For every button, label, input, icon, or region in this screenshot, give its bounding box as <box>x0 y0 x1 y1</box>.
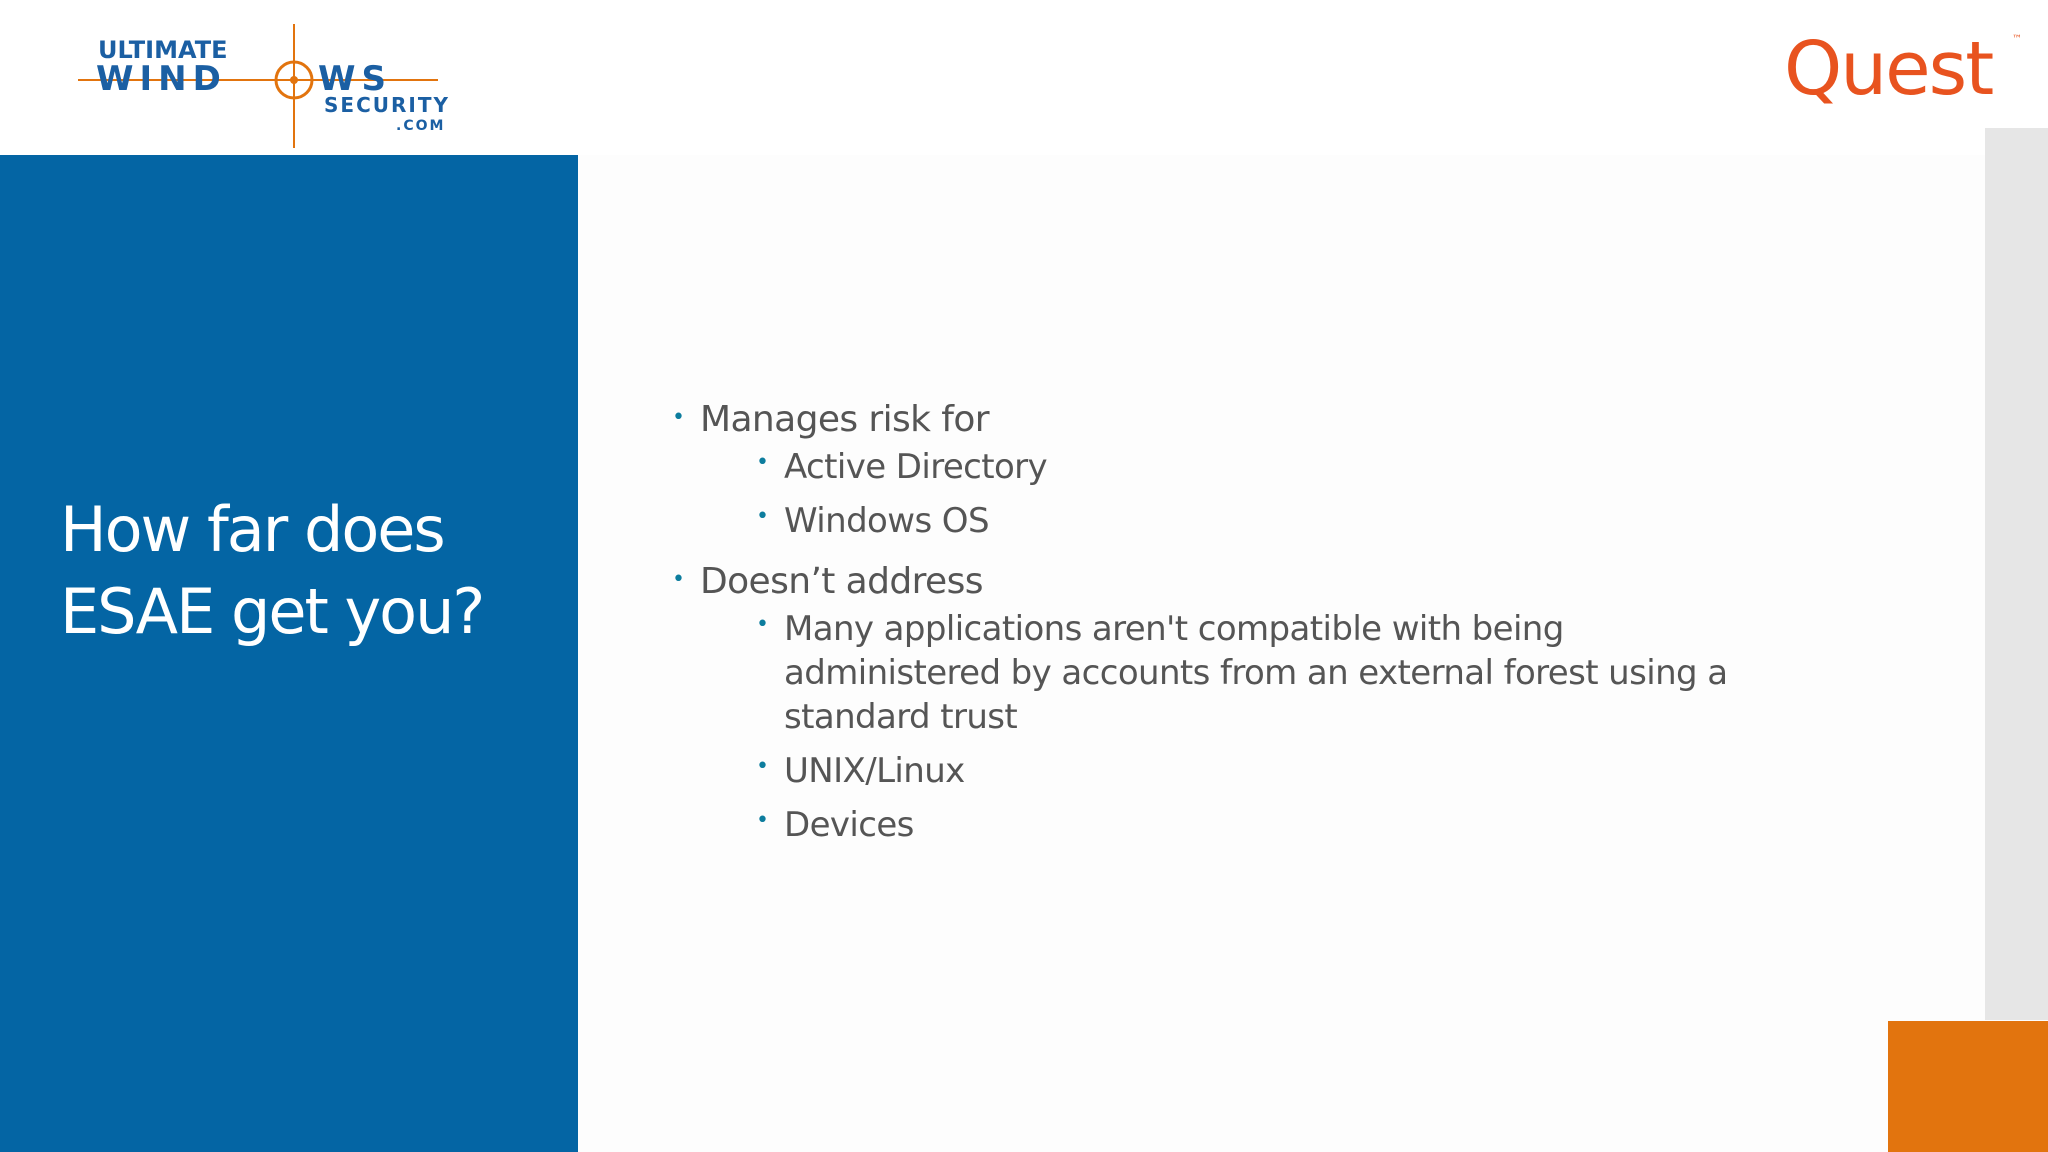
slide-title-line-2: ESAE get you? <box>60 575 484 648</box>
sub-bullet-label: UNIX/Linux <box>784 751 965 791</box>
sub-bullet-label: Windows OS <box>784 501 989 541</box>
quest-trademark: ™ <box>2012 34 2022 45</box>
sub-bullet-item <box>754 749 1870 793</box>
sub-bullet-dot-icon: • <box>756 754 769 779</box>
bullet-dot-icon: • <box>672 405 685 430</box>
bullet-item <box>670 395 1870 445</box>
sub-bullet-list <box>670 445 1870 543</box>
sub-bullet-item <box>754 499 1870 543</box>
bullet-label: Manages risk for <box>700 399 989 440</box>
sub-bullet-item <box>754 445 1870 489</box>
orange-accent-block <box>1888 1021 2048 1152</box>
sub-bullet-item <box>754 607 1784 739</box>
uws-line3: SECURITY <box>324 93 450 117</box>
bullet-label: Doesn’t address <box>700 561 983 602</box>
sub-bullet-label: Devices <box>784 805 914 845</box>
bullet-item <box>670 557 1870 607</box>
sub-bullet-label: Active Directory <box>784 447 1048 487</box>
bullet-group-doesnt-address <box>670 557 1870 847</box>
quest-logo-text: Quest <box>1784 26 1993 112</box>
uws-line2a: WIND <box>96 59 227 99</box>
slide-title-line-1: How far does <box>60 493 444 566</box>
quest-logo <box>1780 22 2030 112</box>
sub-bullet-dot-icon: • <box>756 450 769 475</box>
slide-title <box>60 489 560 653</box>
bullet-list <box>670 395 1870 861</box>
uws-line1: ULTIMATE <box>98 36 228 64</box>
sub-bullet-dot-icon: • <box>756 504 769 529</box>
bullet-group-manages <box>670 395 1870 543</box>
sub-bullet-item <box>754 803 1870 847</box>
ultimate-windows-security-logo <box>78 22 498 152</box>
uws-line4: .COM <box>396 118 446 134</box>
sub-bullet-label: Many applications aren't compatible with being administered by accounts from an external forest using a standard trust <box>784 609 1728 737</box>
sub-bullet-dot-icon: • <box>756 612 769 637</box>
uws-line2b: WS <box>318 59 392 99</box>
sub-bullet-list <box>670 607 1870 847</box>
title-panel <box>0 155 578 1152</box>
right-gray-strip <box>1985 128 2048 1020</box>
bullet-dot-icon: • <box>672 567 685 592</box>
sub-bullet-dot-icon: • <box>756 808 769 833</box>
